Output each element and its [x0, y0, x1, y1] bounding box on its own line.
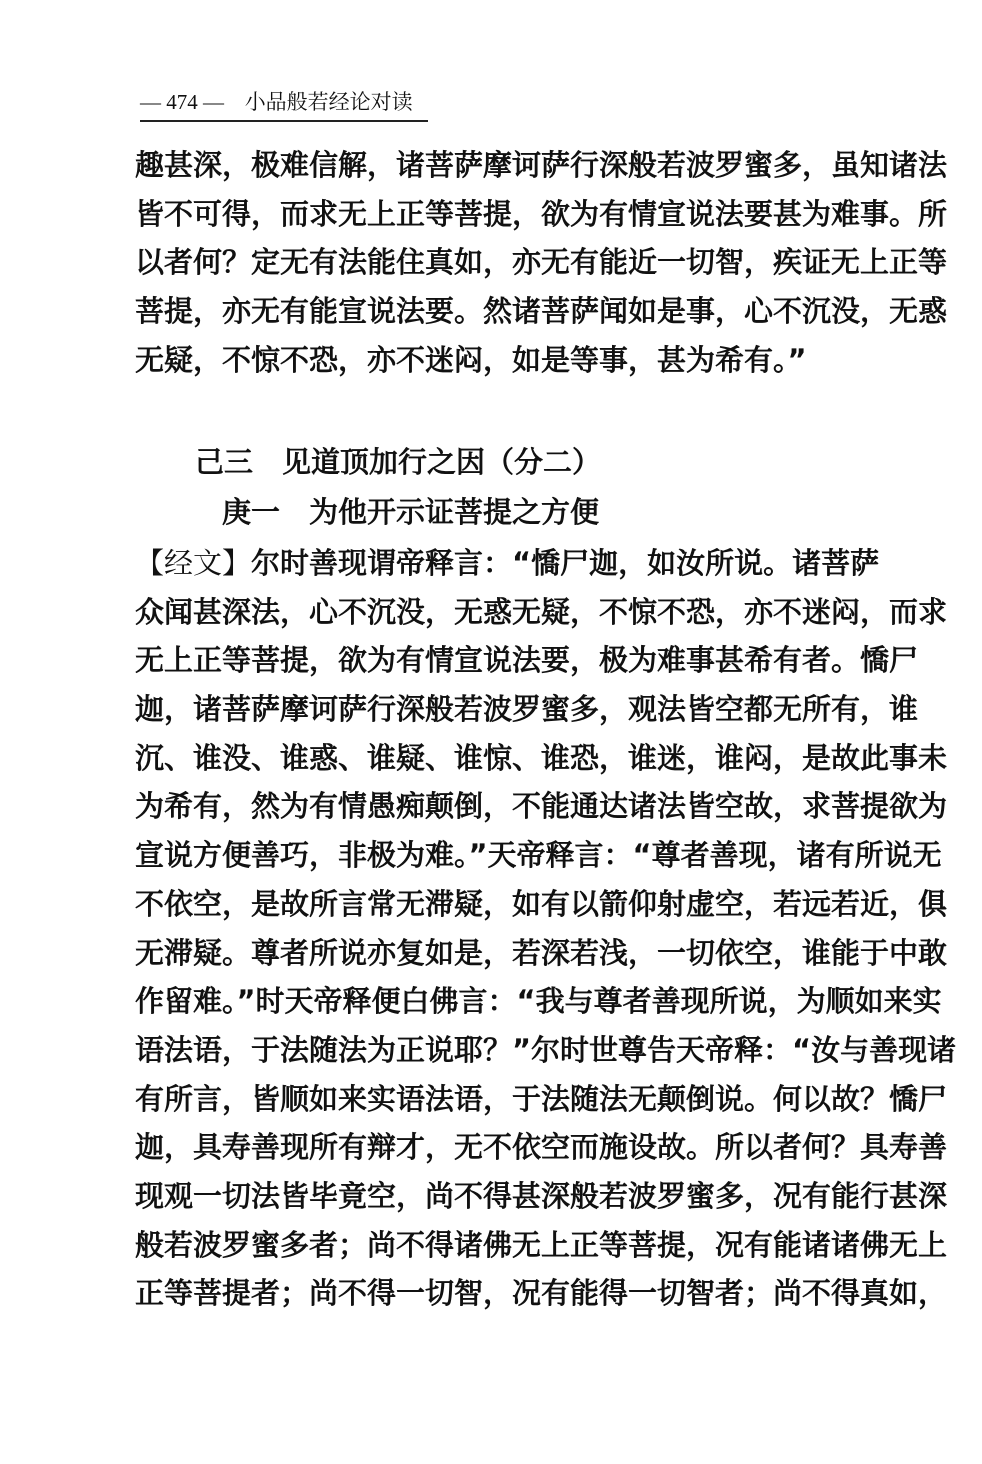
- text-line: 以者何？定无有法能住真如，亦无有能近一切智，疾证无上正等: [135, 245, 948, 280]
- text-line: 迦，具寿善现所有辩才，无不依空而施设故。所以者何？具寿善: [135, 1130, 948, 1165]
- text-line: 正等菩提者；尚不得一切智，况有能得一切智者；尚不得真如，: [135, 1276, 948, 1311]
- book-title: 小品般若经论对读: [244, 90, 413, 114]
- text-line: 现观一切法皆毕竟空，尚不得甚深般若波罗蜜多，况有能行甚深: [135, 1178, 948, 1213]
- text-line: 宣说方便善巧，非极为难。”天帝释言：“尊者善现，诸有所说无: [135, 838, 942, 873]
- text-line: 菩提，亦无有能宣说法要。然诸菩萨闻如是事，心不沉没，无惑: [135, 294, 948, 329]
- text-line: 无上正等菩提，欲为有情宣说法要，极为难事甚希有者。憍尸: [135, 643, 919, 678]
- section-heading: 己三 见道顶加行之因（分二）: [195, 445, 602, 479]
- subsection-heading: 庚一 为他开示证菩提之方便: [222, 495, 600, 529]
- text-line: 趣甚深，极难信解，诸菩萨摩诃萨行深般若波罗蜜多，虽知诸法: [135, 148, 948, 182]
- text-line: 众闻甚深法，心不沉没，无惑无疑，不惊不恐，亦不迷闷，而求: [135, 594, 948, 629]
- text-line: 皆不可得，而求无上正等菩提，欲为有情宣说法要甚为难事。所: [135, 196, 948, 231]
- text-line: 沉、谁没、谁惑、谁疑、谁惊、谁恐，谁迷，谁闷，是故此事未: [135, 740, 948, 775]
- text-line: 为希有，然为有情愚痴颠倒，不能通达诸法皆空故，求菩提欲为: [135, 789, 948, 824]
- text-line: 无滞疑。尊者所说亦复如是，若深若浅，一切依空，谁能于中敢: [135, 935, 948, 970]
- text-line: 迦，诸菩萨摩诃萨行深般若波罗蜜多，观法皆空都无所有，谁: [135, 692, 919, 727]
- text-line-content: 尔时善现谓帝释言：“憍尸迦，如汝所说。诸菩萨: [251, 546, 880, 580]
- sutra-paragraph: [135, 539, 957, 1318]
- text-line: 般若波罗蜜多者；尚不得诸佛无上正等菩提，况有能诸诸佛无上: [135, 1227, 948, 1262]
- text-line: 不依空，是故所言常无滞疑，如有以箭仰射虚空，若远若近，俱: [135, 886, 948, 921]
- text-line: [135, 539, 880, 588]
- paragraph-continued: [135, 141, 948, 384]
- sutra-label: 【经文】: [135, 546, 252, 580]
- running-header: [140, 86, 428, 122]
- text-line: 有所言，皆顺如来实语法语，于法随法无颠倒说。何以故？憍尸: [135, 1081, 948, 1116]
- text-line: 无疑，不惊不恐，亦不迷闷，如是等事，甚为希有。”: [135, 342, 807, 377]
- page-number: — 474 —: [140, 90, 224, 114]
- text-line: 语法语，于法随法为正说耶？”尔时世尊告天帝释：“汝与善现诸: [135, 1032, 957, 1067]
- text-line: 作留难。”时天帝释便白佛言：“我与尊者善现所说，为顺如来实: [135, 984, 942, 1019]
